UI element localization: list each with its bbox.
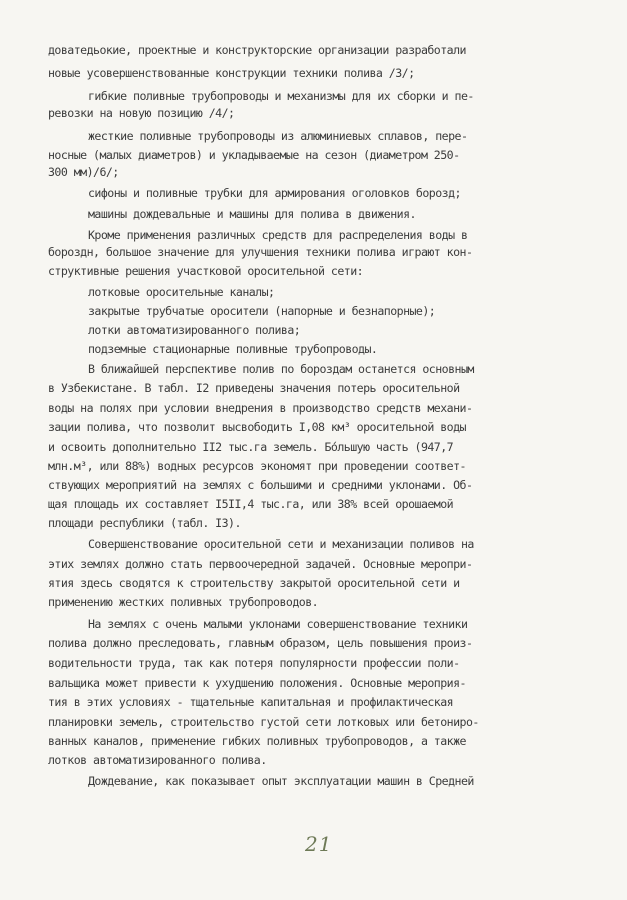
text-line: лотковые оросительные каналы; [88, 285, 275, 299]
text-line: зации полива, что позволит высвободить I,08 км³ оросительной воды [48, 420, 466, 434]
text-line: подземные стационарные поливные трубопроводы. [88, 342, 378, 356]
text-line: носные (малых диаметров) и укладываемые на сезон (диаметром 250- [48, 148, 460, 162]
text-line: Кроме применения различных средств для распределения воды в [88, 228, 468, 242]
text-line: машины дождевальные и машины для полива в движения. [88, 207, 416, 221]
text-line: и освоить дополнительно II2 тыс.га земель. Бо́льшую часть (947,7 [48, 440, 454, 454]
text-line: лотки автоматизированного полива; [88, 323, 301, 337]
text-line: этих землях должно стать первоочередной задачей. Основные меропри- [48, 557, 473, 571]
text-line: площади республики (табл. I3). [48, 516, 241, 530]
text-line: применению жестких поливных трубопроводов. [48, 595, 319, 609]
text-line: сифоны и поливные трубки для армирования оголовков борозд; [88, 186, 461, 200]
text-line: щая площадь их составляет I5II,4 тыс.га, или 38% всей орошаемой [48, 497, 454, 511]
text-line: бороздн, большое значение для улучшения техники полива играют кон- [48, 245, 473, 259]
text-line: ствующих мероприятий на землях с большими и средними уклонами. Об- [48, 478, 473, 492]
text-line: планировки земель, строительство густой сети лотковых или бетониро- [48, 715, 479, 729]
text-line: закрытые трубчатые оросители (напорные и безнапорные); [88, 304, 436, 318]
text-line: ревозки на новую позицию /4/; [48, 106, 235, 120]
text-line: гибкие поливные трубопроводы и механизмы для их сборки и пе- [88, 89, 474, 103]
text-line: В ближайшей перспективе полив по бороздам останется основным [88, 362, 474, 376]
text-line: Совершенствование оросительной сети и механизации поливов на [88, 537, 474, 551]
text-line: лотков автоматизированного полива. [48, 753, 267, 767]
text-line: ятия здесь сводятся к строительству закрытой оросительной сети и [48, 576, 460, 590]
page-number: 21 [305, 832, 333, 856]
text-line: воды на полях при условии внедрения в производство средств механи- [48, 401, 473, 415]
text-line: На землях с очень малыми уклонами совершенствование техники [88, 617, 468, 631]
text-line: тия в этих условиях - тщательные капитальная и профилактическая [48, 695, 454, 709]
text-line: новые усовершенствованные конструкции техники полива /3/; [48, 66, 415, 80]
text-line: ванных каналов, применение гибких поливных трубопроводов, а также [48, 734, 466, 748]
text-line: водительности труда, так как потеря популярности профессии поли- [48, 656, 460, 670]
text-line: Дождевание, как показывает опыт эксплуатации машин в Средней [88, 774, 474, 788]
text-line: 300 мм)/6/; [48, 165, 119, 179]
text-line: доватедьокие, проектные и конструкторские организации разработали [48, 43, 466, 57]
text-line: вальщика может привести к ухудшению положения. Основные мероприя- [48, 676, 466, 690]
text-line: жесткие поливные трубопроводы из алюминиевых сплавов, пере- [88, 129, 468, 143]
text-line: млн.м³, или 88%) водных ресурсов экономят при проведении соответ- [48, 459, 466, 473]
text-line: полива должно преследовать, главным образом, цель повышения произ- [48, 636, 473, 650]
text-line: структивные решения участковой оросительной сети: [48, 264, 364, 278]
text-line: в Узбекистане. В табл. I2 приведены значения потерь оросительной [48, 381, 460, 395]
